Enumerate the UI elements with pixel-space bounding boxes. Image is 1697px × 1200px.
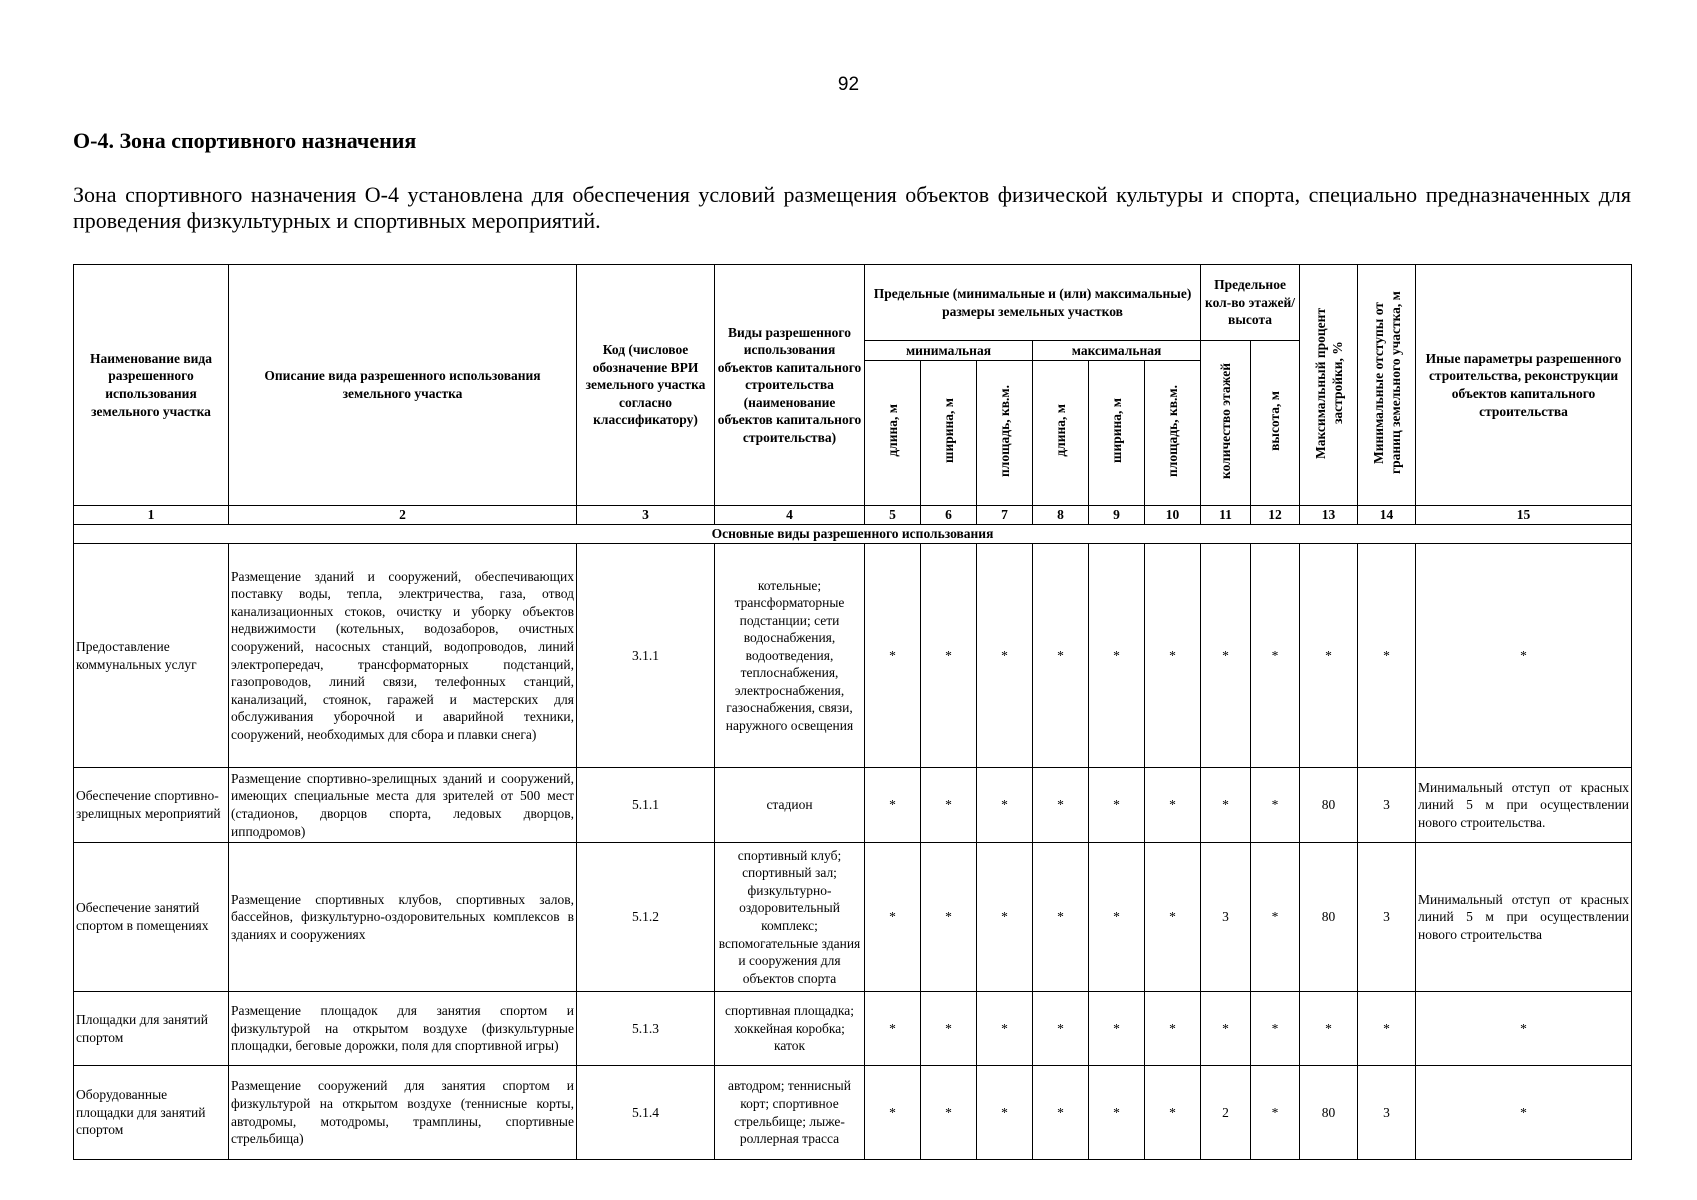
- use-description: Размещение спортивных клубов, спортивных залов, бассейнов, физкультурно-оздоровительных комплексов в зданиях и сооружениях: [229, 843, 577, 992]
- max-length: *: [1033, 544, 1089, 768]
- column-number-row: [74, 506, 1632, 525]
- height: *: [1251, 1066, 1300, 1160]
- min-length: *: [865, 544, 921, 768]
- header-floors-group: Предельное кол-во этажей/ высота: [1201, 265, 1300, 341]
- use-description: Размещение зданий и сооружений, обеспечивающих поставку воды, тепла, электричества, газа, отвод канализационных стоков, очистку и уборку объектов недвижимости (котельных, водозаборов, очистных сооружений, насосных станций, водопроводов, линий электропередач, трансформаторных подстанций, газопроводов, линий связи, телефонных станций, канализаций, стоянок, гаражей и мастерских для обслуживания уборочной и аварийной техники, сооружений, необходимых для сбора и плавки снега): [229, 544, 577, 768]
- regulations-table: [73, 264, 1632, 1160]
- header-min-width: ширина, м: [921, 361, 977, 506]
- use-objects: стадион: [715, 768, 865, 843]
- build-percent: *: [1300, 992, 1358, 1066]
- other-params: Минимальный отступ от красных линий 5 м при осуществлении нового строительства: [1416, 843, 1632, 992]
- header-max-length: длина, м: [1033, 361, 1089, 506]
- build-percent: *: [1300, 544, 1358, 768]
- header-max: максимальная: [1033, 341, 1201, 361]
- max-area: *: [1145, 843, 1201, 992]
- build-percent: 80: [1300, 1066, 1358, 1160]
- max-length: *: [1033, 1066, 1089, 1160]
- header-floors: количество этажей: [1201, 341, 1251, 506]
- col-number: 13: [1300, 506, 1358, 525]
- setback: 3: [1358, 768, 1416, 843]
- header-max-area: площадь, кв.м.: [1145, 361, 1201, 506]
- use-objects: спортивный клуб; спортивный зал; физкультурно-оздоровительный комплекс; вспомогательные здания и сооружения для объектов спорта: [715, 843, 865, 992]
- use-name: Площадки для занятий спортом: [74, 992, 229, 1066]
- max-area: *: [1145, 544, 1201, 768]
- height: *: [1251, 768, 1300, 843]
- use-objects: спортивная площадка; хоккейная коробка; каток: [715, 992, 865, 1066]
- min-width: *: [921, 1066, 977, 1160]
- table-row: [74, 1066, 1632, 1160]
- col-number: 2: [229, 506, 577, 525]
- col-number: 4: [715, 506, 865, 525]
- header-height: высота, м: [1251, 341, 1300, 506]
- other-params: *: [1416, 1066, 1632, 1160]
- table-row: [74, 843, 1632, 992]
- use-description: Размещение спортивно-зрелищных зданий и сооружений, имеющих специальные места для зрителей от 500 мест (стадионов, дворцов спорта, ледовых дворцов, ипподромов): [229, 768, 577, 843]
- header-build-percent: Максимальный процент застройки, %: [1300, 265, 1358, 506]
- min-length: *: [865, 1066, 921, 1160]
- use-code: 5.1.4: [577, 1066, 715, 1160]
- use-code: 5.1.1: [577, 768, 715, 843]
- use-name: Обеспечение занятий спортом в помещениях: [74, 843, 229, 992]
- min-area: *: [977, 1066, 1033, 1160]
- other-params: *: [1416, 544, 1632, 768]
- min-area: *: [977, 768, 1033, 843]
- col-number: 3: [577, 506, 715, 525]
- use-objects: автодром; теннисный корт; спортивное стрельбище; лыже-роллерная трасса: [715, 1066, 865, 1160]
- floors: 3: [1201, 843, 1251, 992]
- zone-description: Зона спортивного назначения О-4 установлена для обеспечения условий размещения объектов физической культуры и спорта, специально предназначенных для проведения физкультурных и спортивных мероприятий.: [73, 182, 1631, 233]
- setback: 3: [1358, 843, 1416, 992]
- use-name: Обеспечение спортивно-зрелищных мероприятий: [74, 768, 229, 843]
- header-size-group: Предельные (минимальные и (или) максимальные) размеры земельных участков: [865, 265, 1201, 341]
- height: *: [1251, 843, 1300, 992]
- use-description: Размещение сооружений для занятия спортом и физкультурой на открытом воздухе (теннисные корты, автодромы, мотодромы, трамплины, спортивные стрельбища): [229, 1066, 577, 1160]
- table-row: [74, 544, 1632, 768]
- max-length: *: [1033, 843, 1089, 992]
- header-description: Описание вида разрешенного использования земельного участка: [229, 265, 577, 506]
- min-width: *: [921, 544, 977, 768]
- col-number: 10: [1145, 506, 1201, 525]
- page-number: 92: [837, 74, 860, 95]
- table-row: [74, 992, 1632, 1066]
- floors: *: [1201, 544, 1251, 768]
- col-number: 15: [1416, 506, 1632, 525]
- other-params: Минимальный отступ от красных линий 5 м при осуществлении нового строительства.: [1416, 768, 1632, 843]
- setback: 3: [1358, 1066, 1416, 1160]
- max-width: *: [1089, 768, 1145, 843]
- max-length: *: [1033, 992, 1089, 1066]
- min-length: *: [865, 992, 921, 1066]
- use-name: Оборудованные площадки для занятий спортом: [74, 1066, 229, 1160]
- col-number: 8: [1033, 506, 1089, 525]
- max-area: *: [1145, 1066, 1201, 1160]
- use-code: 5.1.2: [577, 843, 715, 992]
- min-length: *: [865, 768, 921, 843]
- height: *: [1251, 544, 1300, 768]
- max-area: *: [1145, 992, 1201, 1066]
- header-min: минимальная: [865, 341, 1033, 361]
- min-width: *: [921, 843, 977, 992]
- col-number: 9: [1089, 506, 1145, 525]
- use-code: 3.1.1: [577, 544, 715, 768]
- build-percent: 80: [1300, 768, 1358, 843]
- floors: 2: [1201, 1066, 1251, 1160]
- setback: *: [1358, 544, 1416, 768]
- min-width: *: [921, 992, 977, 1066]
- floors: *: [1201, 992, 1251, 1066]
- height: *: [1251, 992, 1300, 1066]
- max-width: *: [1089, 992, 1145, 1066]
- header-objects: Виды разрешенного использования объектов капитального строительства (наименование объектов капитального строительства): [715, 265, 865, 506]
- max-width: *: [1089, 843, 1145, 992]
- col-number: 6: [921, 506, 977, 525]
- use-description: Размещение площадок для занятия спортом и физкультурой на открытом воздухе (физкультурные площадки, беговые дорожки, поля для спортивной игры): [229, 992, 577, 1066]
- header-other-params: Иные параметры разрешенного строительства, реконструкции объектов капитального строительства: [1416, 265, 1632, 506]
- header-min-area: площадь, кв.м.: [977, 361, 1033, 506]
- max-length: *: [1033, 768, 1089, 843]
- floors: *: [1201, 768, 1251, 843]
- setback: *: [1358, 992, 1416, 1066]
- header-code: Код (числовое обозначение ВРИ земельного участка согласно классификатору): [577, 265, 715, 506]
- col-number: 5: [865, 506, 921, 525]
- min-area: *: [977, 992, 1033, 1066]
- col-number: 1: [74, 506, 229, 525]
- min-area: *: [977, 843, 1033, 992]
- col-number: 12: [1251, 506, 1300, 525]
- min-area: *: [977, 544, 1033, 768]
- use-code: 5.1.3: [577, 992, 715, 1066]
- section-row: [74, 525, 1632, 544]
- max-area: *: [1145, 768, 1201, 843]
- header-min-length: длина, м: [865, 361, 921, 506]
- zone-title: О-4. Зона спортивного назначения: [73, 128, 417, 153]
- build-percent: 80: [1300, 843, 1358, 992]
- header-name: Наименование вида разрешенного использования земельного участка: [74, 265, 229, 506]
- use-objects: котельные; трансформаторные подстанции; сети водоснабжения, водоотведения, теплоснабжения, электроснабжения, газоснабжения, связи, наружного освещения: [715, 544, 865, 768]
- max-width: *: [1089, 1066, 1145, 1160]
- col-number: 11: [1201, 506, 1251, 525]
- section-title: Основные виды разрешенного использования: [74, 525, 1632, 544]
- use-name: Предоставление коммунальных услуг: [74, 544, 229, 768]
- table-row: [74, 768, 1632, 843]
- header-setback: Минимальные отступы от границ земельного участка, м: [1358, 265, 1416, 506]
- header-max-width: ширина, м: [1089, 361, 1145, 506]
- min-width: *: [921, 768, 977, 843]
- max-width: *: [1089, 544, 1145, 768]
- col-number: 14: [1358, 506, 1416, 525]
- min-length: *: [865, 843, 921, 992]
- col-number: 7: [977, 506, 1033, 525]
- other-params: *: [1416, 992, 1632, 1066]
